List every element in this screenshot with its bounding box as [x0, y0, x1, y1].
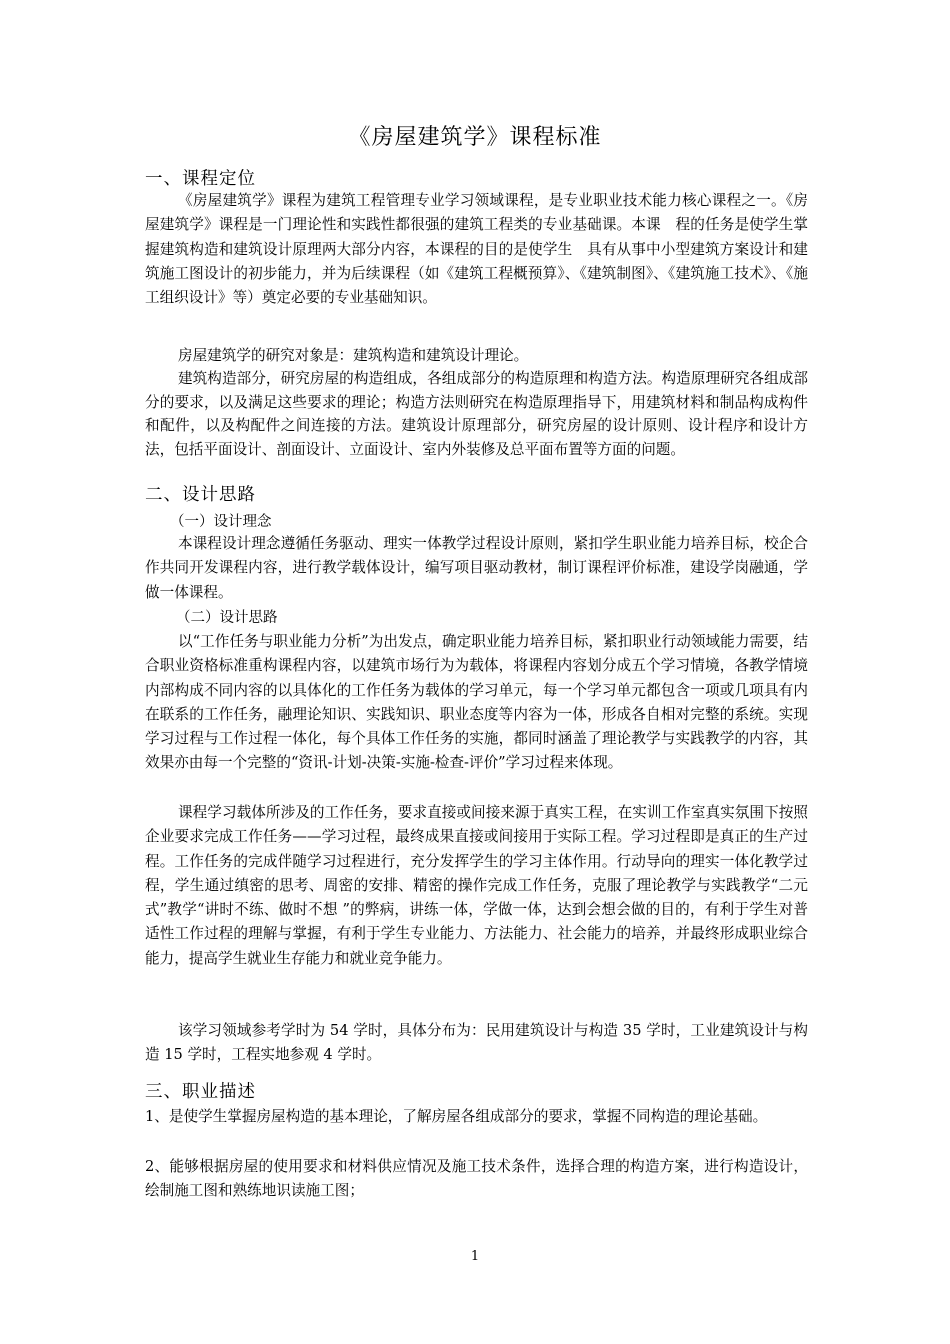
section-1-paragraph-1: 《房屋建筑学》课程为建筑工程管理专业学习领域课程，是专业职业技术能力核心课程之一。《房屋建筑学》课程是一门理论性和实践性都很强的建筑工程类的专业基础课。本课 程的任务是使学生掌握建筑构造和建筑设计原理两大部分内容，本课程的目的是使学生 具有从事中小型建筑方案设计和建筑施工图设计的初步能力，并为后续课程（如《建筑工程概预算》、《建筑制图》、《建筑施工技术》、《施工组织设计》等）奠定必要的专业基础知识。	[145, 192, 808, 307]
section-2-subheading-2: （二）设计思路	[176, 610, 278, 626]
section-2-paragraph-4: 该学习领域参考学时为 54 学时，具体分布为：民用建筑设计与构造 35 学时，工业建筑设计与构造 15 学时，工程实地参观 4 学时。	[145, 1022, 808, 1064]
section-3-item-2: 2、能够根据房屋的使用要求和材料供应情况及施工技术条件，选择合理的构造方案，进行构造设计，绘制施工图和熟练地识读施工图；	[145, 1158, 808, 1199]
section-1-paragraph-3: 建筑构造部分，研究房屋的构造组成，各组成部分的构造原理和构造方法。构造原理研究各组成部分的要求，以及满足这些要求的理论；构造方法则研究在构造原理指导下，用建筑材料和制品构成构件和配件，以及构配件之间连接的方法。建筑设计原理部分，研究房屋的设计原则、设计程序和设计方法，包括平面设计、剖面设计、立面设计、室内外装修及总平面布置等方面的问题。	[145, 370, 808, 458]
section-3-heading: 三、职业描述	[145, 1082, 256, 1102]
section-2-subheading-1: （一）设计理念	[170, 514, 272, 530]
section-2-paragraph-3: 课程学习载体所涉及的工作任务，要求直接或间接来源于真实工程，在实训工作室真实氛围下按照企业要求完成工作任务——学习过程，最终成果直接或间接用于实际工程。学习过程即是真正的生产过程。工作任务的完成伴随学习过程进行，充分发挥学生的学习主体作用。行动导向的理实一体化教学过程，学生通过缜密的思考、周密的安排、精密的操作完成工作任务，克服了理论教学与实践教学“二元式”教学“讲时不练、做时不想 ”的弊病，讲练一体，学做一体，达到会想会做的目的，有利于学生对普适性工作过程的理解与掌握，有利于学生专业能力、方法能力、社会能力的培养，并最终形成职业综合能力，提高学生就业生存能力和就业竞争能力。	[145, 804, 808, 967]
page-number: 1	[470, 1249, 480, 1264]
section-2-paragraph-1: 本课程设计理念遵循任务驱动、理实一体教学过程设计原则，紧扣学生职业能力培养目标，校企合作共同开发课程内容，进行教学载体设计，编写项目驱动教材，制订课程评价标准，建设学岗融通，学做一体课程。	[145, 535, 808, 601]
section-2-paragraph-2: 以“工作任务与职业能力分析”为出发点，确定职业能力培养目标，紧扣职业行动领域能力需要，结合职业资格标准重构课程内容，以建筑市场行为为载体，将课程内容划分成五个学习情境，各教学情境内部构成不同内容的以具体化的工作任务为载体的学习单元，每一个学习单元都包含一项或几项具有内在联系的工作任务，融理论知识、实践知识、职业态度等内容为一体，形成各自相对完整的系统。实现学习过程与工作过程一体化，每个具体工作任务的实施，都同时涵盖了理论教学与实践教学的内容，其效果亦由每一个完整的“资讯-计划-决策-实施-检查-评价”学习过程来体现。	[145, 633, 808, 772]
document-title: 《房屋建筑学》课程标准	[348, 125, 602, 150]
section-3-item-1: 1、是使学生掌握房屋构造的基本理论，了解房屋各组成部分的要求，掌握不同构造的理论基础。	[145, 1108, 768, 1125]
section-1-heading: 一、课程定位	[145, 169, 256, 189]
section-2-heading: 二、设计思路	[145, 485, 256, 505]
section-1-paragraph-2: 房屋建筑学的研究对象是：建筑构造和建筑设计理论。	[178, 347, 529, 364]
